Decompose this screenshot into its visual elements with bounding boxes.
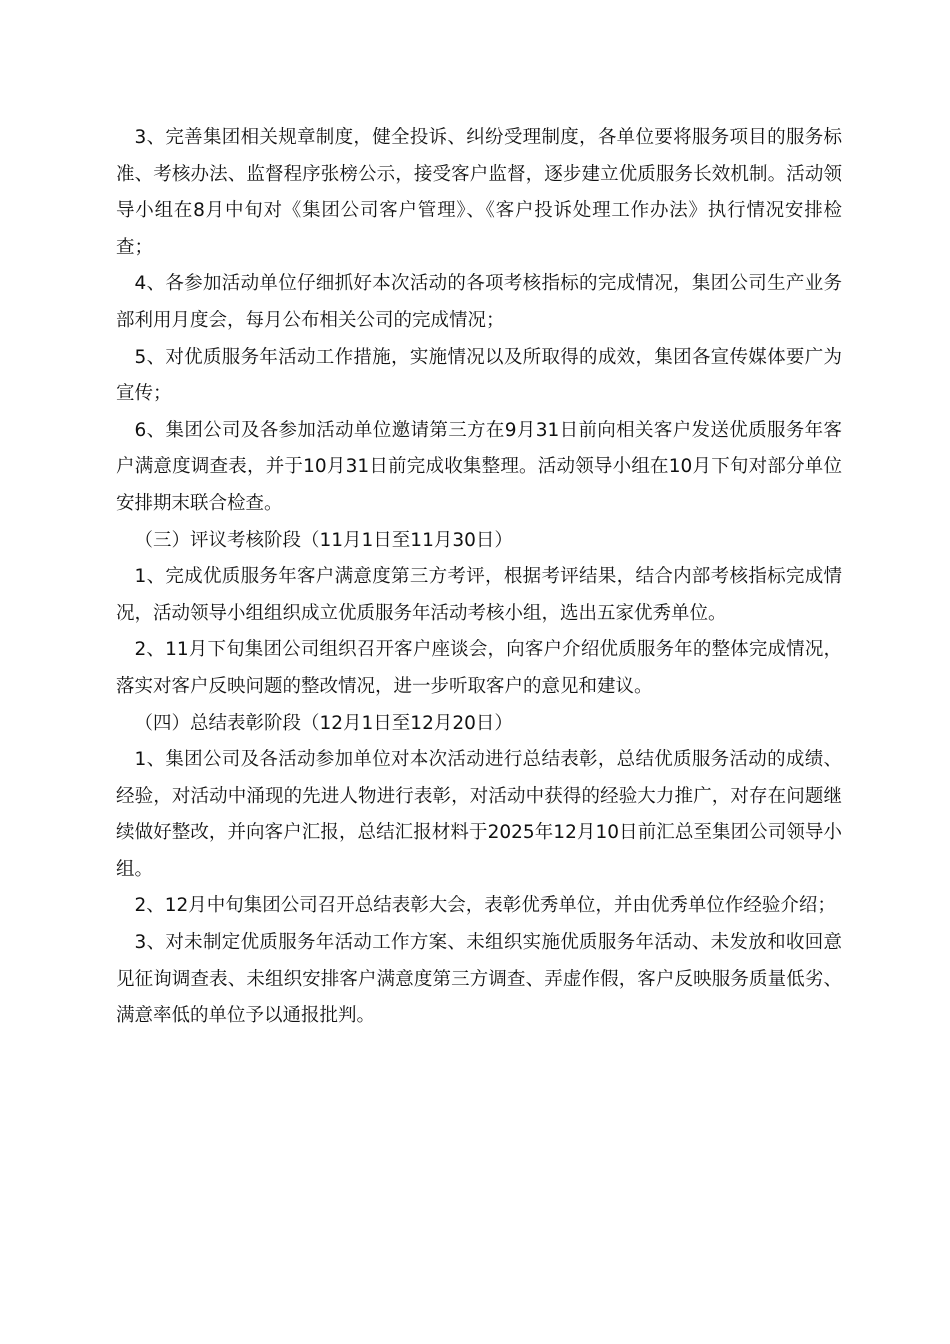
paragraph-item-5: 5、对优质服务年活动工作措施，实施情况以及所取得的成效，集团各宣传媒体要广为宣传； [116,346,842,405]
paragraph-review-2: 2、11月下旬集团公司组织召开客户座谈会，向客户介绍优质服务年的整体完成情况，落实对客户反映问题的整改情况，进一步听取客户的意见和建议。 [116,639,842,697]
paragraph-item-6: 6、集团公司及各参加活动单位邀请第三方在9月31日前向相关客户发送优质服务年客户满意度调查表，并于10月31日前完成收集整理。活动领导小组在10月下旬对部分单位安排期末联合检查。 [116,419,842,514]
paragraph-summary-3: 3、对未制定优质服务年活动工作方案、未组织实施优质服务年活动、未发放和收回意见征询调查表、未组织安排客户满意度第三方调查、弄虚作假，客户反映服务质量低劣、满意率低的单位予以通报批判。 [116,932,842,1027]
paragraph-item-3: 3、完善集团相关规章制度，健全投诉、纠纷受理制度，各单位要将服务项目的服务标准、考核办法、监督程序张榜公示，接受客户监督，逐步建立优质服务长效机制。活动领导小组在8月中旬对《集团公司客户管理》、《客户投诉处理工作办法》执行情况安排检查； [116,127,842,258]
paragraph-item-4: 4、各参加活动单位仔细抓好本次活动的各项考核指标的完成情况，集团公司生产业务部利用月度会，每月公布相关公司的完成情况； [116,273,842,331]
paragraph-summary-2: 2、12月中旬集团公司召开总结表彰大会，表彰优秀单位，并由优秀单位作经验介绍； [134,895,836,917]
paragraph-review-1: 1、完成优质服务年客户满意度第三方考评，根据考评结果，结合内部考核指标完成情况，活动领导小组组织成立优质服务年活动考核小组，选出五家优秀单位。 [116,566,842,624]
document-body [116,120,842,1035]
paragraph-summary-1: 1、集团公司及各活动参加单位对本次活动进行总结表彰，总结优质服务活动的成绩、经验，对活动中涌现的先进人物进行表彰，对活动中获得的经验大力推广，对存在问题继续做好整改，并向客户汇报，总结汇报材料于2025年12月10日前汇总至集团公司领导小组。 [116,749,842,880]
section-heading-review: （三）评议考核阶段（11月1日至11月30日） [134,529,513,551]
section-heading-summary: （四）总结表彰阶段（12月1日至12月20日） [134,712,513,734]
